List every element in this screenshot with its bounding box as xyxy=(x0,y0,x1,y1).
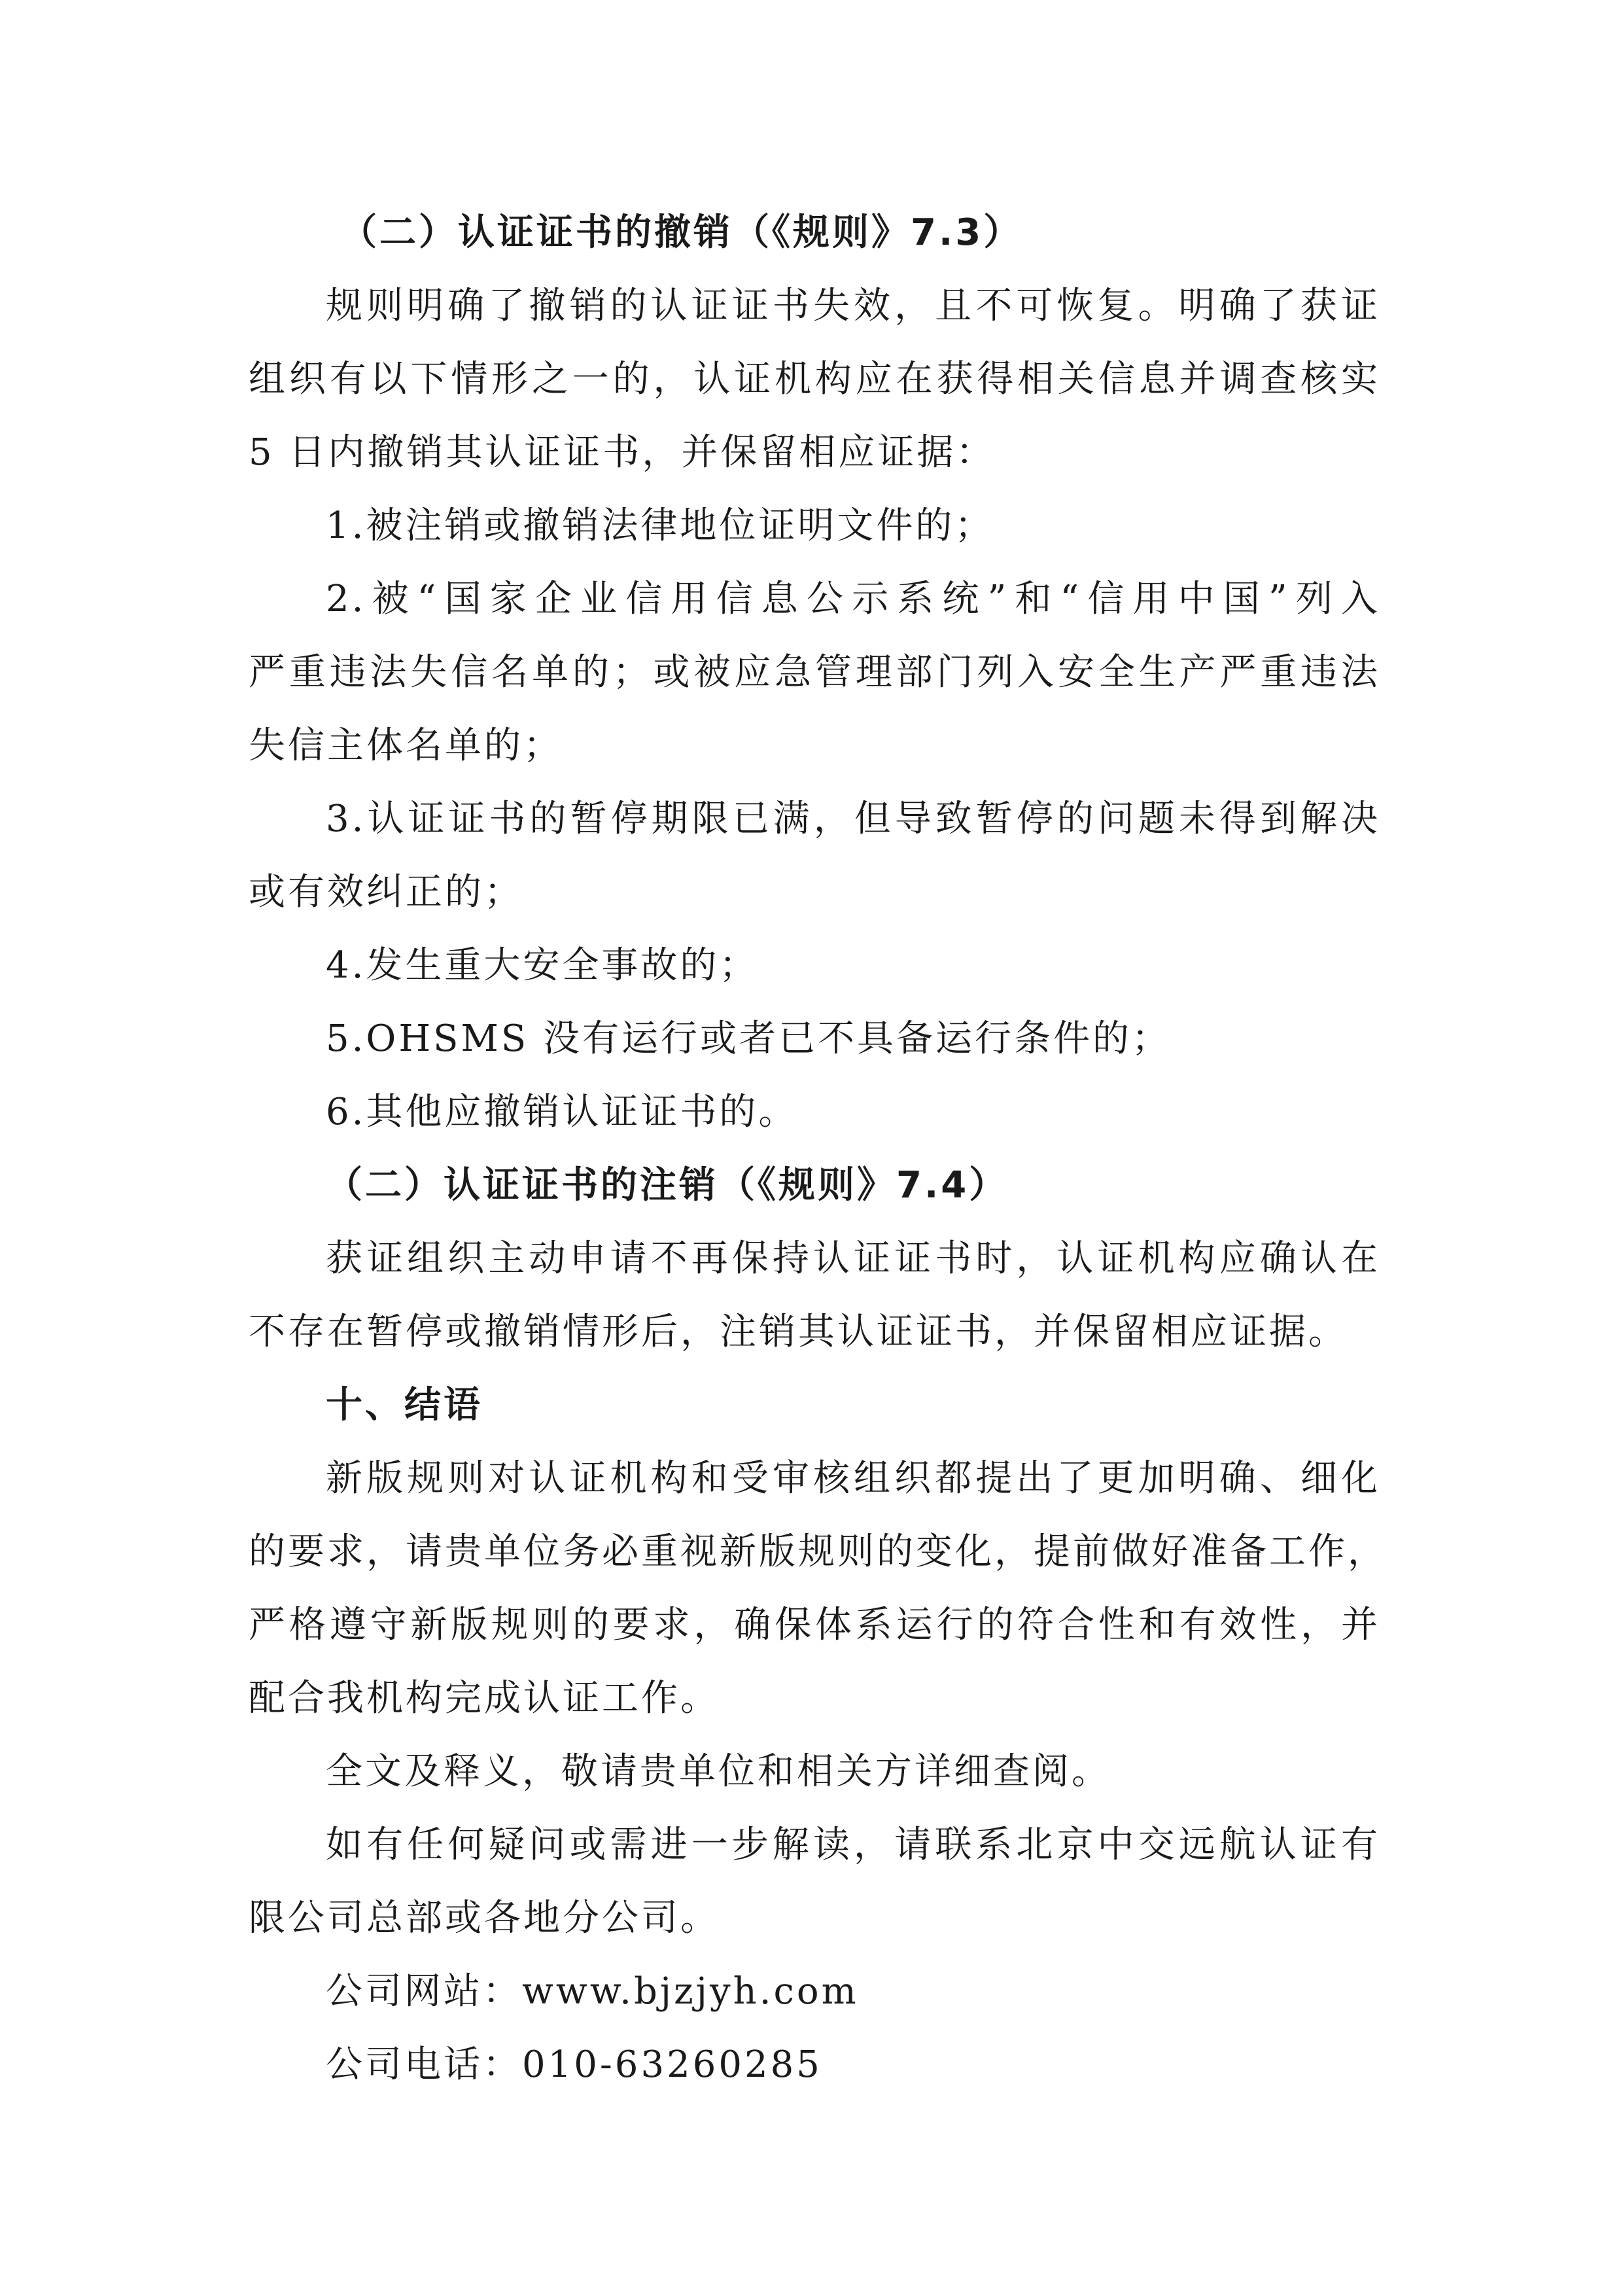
section-heading-revocation: （二）认证证书的撤销（《规则》7.3） xyxy=(340,211,1023,254)
conclusion-paragraph-line: 的要求，请贵单位务必重视新版规则的变化，提前做好准备工作， xyxy=(249,1530,1387,1573)
section-heading-conclusion: 十、结语 xyxy=(326,1384,483,1426)
phone-line xyxy=(249,2028,1380,2102)
revocation-item-3: 3.认证证书的暂停期限已满，但导致暂停的问题未得到解决 xyxy=(326,798,1380,840)
document-page xyxy=(249,196,1387,2102)
revocation-intro-line: 5 日内撤销其认证证书，并保留相应证据： xyxy=(249,431,996,474)
revocation-item-5: 5.OHSMS 没有运行或者已不具备运行条件的； xyxy=(326,1017,1172,1060)
conclusion-paragraph-line: 新版规则对认证机构和受审核组织都提出了更加明确、细化 xyxy=(326,1457,1380,1500)
revocation-item-6: 6.其他应撤销认证证书的。 xyxy=(326,1091,798,1133)
revocation-item-3-cont: 或有效纠正的； xyxy=(249,871,523,913)
revocation-intro-line: 组织有以下情形之一的，认证机构应在获得相关信息并调查核实 xyxy=(249,358,1380,400)
revocation-intro-line: 规则明确了撤销的认证证书失效，且不可恢复。明确了获证 xyxy=(326,285,1380,327)
contact-paragraph-line: 如有任何疑问或需进一步解读，请联系北京中交远航认证有 xyxy=(326,1824,1380,1866)
revocation-item-2-cont: 失信主体名单的； xyxy=(249,724,563,767)
revocation-item-4: 4.发生重大安全事故的； xyxy=(326,944,759,987)
phone-label: 公司电话： xyxy=(326,2043,522,2086)
cancellation-line: 不存在暂停或撤销情形后，注销其认证证书，并保留相应证据。 xyxy=(249,1311,1348,1353)
section-heading-cancellation: （二）认证证书的注销（《规则》7.4） xyxy=(326,1164,1009,1207)
revocation-item-2: 2.被“国家企业信用信息公示系统”和“信用中国”列入 xyxy=(326,578,1380,620)
conclusion-paragraph-line: 严格遵守新版规则的要求，确保体系运行的符合性和有效性，并 xyxy=(249,1604,1380,1646)
revocation-item-1: 1.被注销或撤销法律地位证明文件的； xyxy=(326,504,994,547)
conclusion-reading-note: 全文及释义，敬请贵单位和相关方详细查阅。 xyxy=(326,1750,1111,1793)
revocation-item-2-cont: 严重违法失信名单的；或被应急管理部门列入安全生产严重违法 xyxy=(249,651,1380,694)
website-line xyxy=(249,1955,1380,2028)
cancellation-line: 获证组织主动申请不再保持认证证书时，认证机构应确认在 xyxy=(326,1237,1380,1280)
conclusion-paragraph-line: 配合我机构完成认证工作。 xyxy=(249,1677,720,1720)
phone-number: 010-63260285 xyxy=(522,2043,822,2086)
contact-paragraph-line: 限公司总部或各地分公司。 xyxy=(249,1897,720,1939)
website-link[interactable]: www.bjzjyh.com xyxy=(522,1970,859,2013)
website-label: 公司网站： xyxy=(326,1970,522,2013)
